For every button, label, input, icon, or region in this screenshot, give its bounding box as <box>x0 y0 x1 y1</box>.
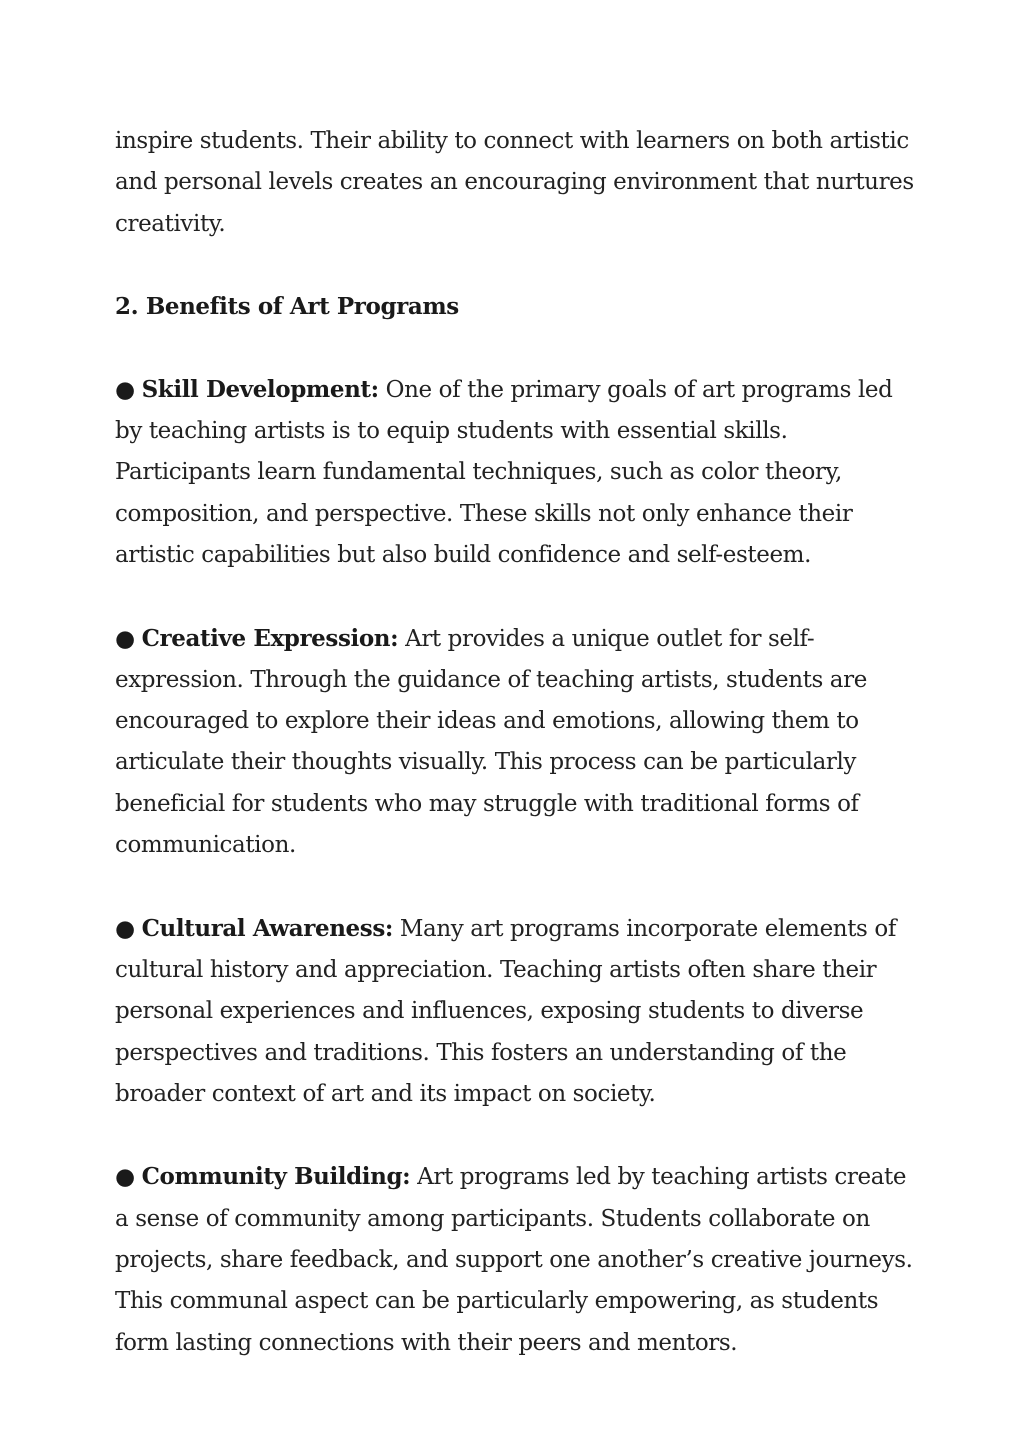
bullet-text: Art provides a unique outlet for self-expression. Through the guidance of teaching artists, students are encouraged to explore their ideas and emotions, allowing them to articulate their thoughts visually. This process can be particularly beneficial for students who may struggle with traditional forms of communication. <box>115 625 867 859</box>
bullet-icon: ● <box>115 625 135 652</box>
bullet-text: One of the primary goals of art programs led by teaching artists is to equip students with essential skills. Participants learn fundamental techniques, such as color theory, composition, and perspective. These skills not only enhance their artistic capabilities but also build confidence and self-esteem. <box>115 376 893 568</box>
bullet-title: Creative Expression: <box>141 624 399 652</box>
document-page <box>115 121 915 1405</box>
intro-paragraph: inspire students. Their ability to connect with learners on both artistic and personal levels creates an encouraging environment that nurtures creativity. <box>115 128 914 237</box>
bullet-icon: ● <box>115 376 135 403</box>
bullet-community-building <box>115 1156 915 1363</box>
bullet-title: Cultural Awareness: <box>141 914 393 942</box>
bullet-skill-development <box>115 369 915 576</box>
bullet-creative-expression <box>115 618 915 867</box>
bullet-cultural-awareness <box>115 908 915 1115</box>
bullet-text: Art programs led by teaching artists create a sense of community among participants. Students collaborate on projects, share feedback, and support one another’s creative journeys. This communal aspect can be particularly empowering, as students form lasting connections with their peers and mentors. <box>115 1164 913 1356</box>
section-heading: 2. Benefits of Art Programs <box>115 293 459 321</box>
bullet-icon: ● <box>115 915 135 942</box>
bullet-title: Skill Development: <box>141 375 379 403</box>
bullet-icon: ● <box>115 1164 135 1191</box>
bullet-text: Many art programs incorporate elements of cultural history and appreciation. Teaching artists often share their personal experiences and influences, exposing students to diverse perspectives and traditions. This fosters an understanding of the broader context of art and its impact on society. <box>115 915 896 1107</box>
bullet-title: Community Building: <box>141 1163 411 1191</box>
